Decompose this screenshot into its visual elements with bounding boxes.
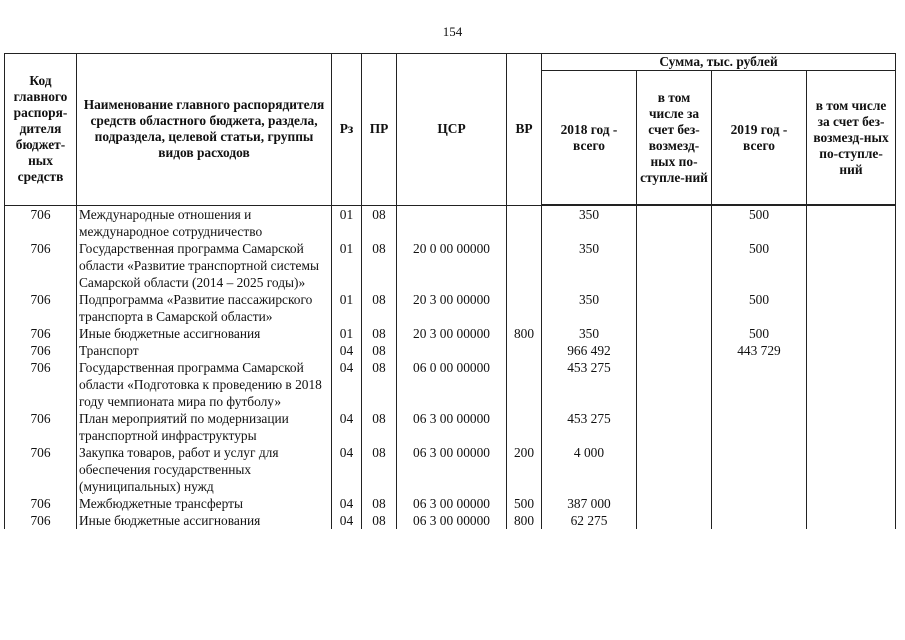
cell-rz: 01: [332, 205, 362, 240]
cell-csr: [397, 205, 507, 240]
header-name: Наименование главного распорядителя средств областного бюджета, раздела, подраздела, целевой статьи, группы видов расходов: [77, 54, 332, 206]
cell-csr: 06 0 00 00000: [397, 359, 507, 410]
table-row: [5, 291, 896, 325]
cell-pr: 08: [362, 240, 397, 291]
table-row: [5, 342, 896, 359]
cell-2019-total: [712, 410, 807, 444]
cell-pr: 08: [362, 410, 397, 444]
header-csr: ЦСР: [397, 54, 507, 206]
cell-2018-total: 350: [542, 240, 637, 291]
table-row: [5, 495, 896, 512]
cell-2018-incl: [637, 512, 712, 529]
cell-code: 706: [5, 342, 77, 359]
cell-csr: 06 3 00 00000: [397, 410, 507, 444]
cell-pr: 08: [362, 495, 397, 512]
cell-2019-total: 500: [712, 240, 807, 291]
cell-2018-incl: [637, 325, 712, 342]
cell-2019-incl: [807, 240, 896, 291]
cell-2019-incl: [807, 291, 896, 325]
cell-name: Межбюджетные трансферты: [77, 495, 332, 512]
header-2018-incl: в том числе за счет без-возмезд-ных по-ступле-ний: [637, 71, 712, 206]
cell-vr: [507, 205, 542, 240]
cell-2018-total: 62 275: [542, 512, 637, 529]
cell-2018-incl: [637, 444, 712, 495]
cell-name: Иные бюджетные ассигнования: [77, 512, 332, 529]
cell-rz: 04: [332, 359, 362, 410]
cell-name: Государственная программа Самарской области «Развитие транспортной системы Самарской области (2014 – 2025 годы)»: [77, 240, 332, 291]
cell-rz: 04: [332, 444, 362, 495]
cell-vr: [507, 342, 542, 359]
cell-2018-incl: [637, 342, 712, 359]
cell-csr: 06 3 00 00000: [397, 512, 507, 529]
cell-2018-incl: [637, 291, 712, 325]
cell-rz: 04: [332, 342, 362, 359]
header-vr: ВР: [507, 54, 542, 206]
cell-name: Иные бюджетные ассигнования: [77, 325, 332, 342]
cell-2019-incl: [807, 410, 896, 444]
cell-name: Транспорт: [77, 342, 332, 359]
cell-csr: 20 3 00 00000: [397, 291, 507, 325]
cell-2019-incl: [807, 495, 896, 512]
table-row: [5, 410, 896, 444]
cell-2018-total: 966 492: [542, 342, 637, 359]
cell-name: Подпрограмма «Развитие пассажирского транспорта в Самарской области»: [77, 291, 332, 325]
table-header: [5, 54, 896, 206]
cell-2018-total: 350: [542, 325, 637, 342]
cell-2018-incl: [637, 240, 712, 291]
cell-vr: [507, 240, 542, 291]
cell-vr: [507, 359, 542, 410]
cell-code: 706: [5, 512, 77, 529]
cell-rz: 04: [332, 495, 362, 512]
cell-2018-total: 350: [542, 291, 637, 325]
header-code: Код главного распоря-дителя бюджет-ных средств: [5, 54, 77, 206]
header-2019-total: 2019 год - всего: [712, 71, 807, 206]
cell-2019-total: [712, 512, 807, 529]
table-row: [5, 205, 896, 240]
table-body: [5, 205, 896, 529]
cell-rz: 04: [332, 512, 362, 529]
table-row: [5, 359, 896, 410]
cell-name: Международные отношения и международное сотрудничество: [77, 205, 332, 240]
table-row: [5, 512, 896, 529]
cell-name: Государственная программа Самарской области «Подготовка к проведению в 2018 году чемпионата мира по футболу»: [77, 359, 332, 410]
cell-name: Закупка товаров, работ и услуг для обеспечения государственных (муниципальных) нужд: [77, 444, 332, 495]
cell-2018-total: 387 000: [542, 495, 637, 512]
table-row: [5, 444, 896, 495]
cell-2019-total: 500: [712, 205, 807, 240]
cell-2019-incl: [807, 359, 896, 410]
cell-pr: 08: [362, 291, 397, 325]
cell-2019-total: [712, 359, 807, 410]
cell-pr: 08: [362, 342, 397, 359]
budget-table: [4, 53, 896, 529]
cell-2018-total: 4 000: [542, 444, 637, 495]
cell-code: 706: [5, 325, 77, 342]
cell-code: 706: [5, 240, 77, 291]
cell-rz: 01: [332, 240, 362, 291]
cell-2018-total: 453 275: [542, 359, 637, 410]
header-2018-total: 2018 год - всего: [542, 71, 637, 206]
cell-vr: [507, 291, 542, 325]
cell-2018-incl: [637, 495, 712, 512]
cell-2019-total: [712, 495, 807, 512]
cell-vr: 800: [507, 325, 542, 342]
cell-2019-total: 443 729: [712, 342, 807, 359]
cell-pr: 08: [362, 325, 397, 342]
cell-2019-incl: [807, 205, 896, 240]
cell-rz: 01: [332, 325, 362, 342]
cell-vr: 800: [507, 512, 542, 529]
cell-2019-incl: [807, 444, 896, 495]
header-pr: ПР: [362, 54, 397, 206]
cell-csr: 06 3 00 00000: [397, 495, 507, 512]
cell-2019-total: 500: [712, 291, 807, 325]
cell-code: 706: [5, 205, 77, 240]
cell-pr: 08: [362, 512, 397, 529]
cell-2018-total: 453 275: [542, 410, 637, 444]
cell-csr: [397, 342, 507, 359]
table-row: [5, 240, 896, 291]
cell-pr: 08: [362, 205, 397, 240]
cell-2019-total: 500: [712, 325, 807, 342]
cell-rz: 01: [332, 291, 362, 325]
cell-code: 706: [5, 359, 77, 410]
cell-code: 706: [5, 495, 77, 512]
cell-2019-incl: [807, 512, 896, 529]
cell-pr: 08: [362, 359, 397, 410]
cell-rz: 04: [332, 410, 362, 444]
header-2019-incl: в том числе за счет без-возмезд-ных по-ступле-ний: [807, 71, 896, 206]
page-number: 154: [442, 24, 463, 39]
cell-2019-incl: [807, 342, 896, 359]
cell-2018-incl: [637, 410, 712, 444]
cell-code: 706: [5, 410, 77, 444]
cell-csr: 06 3 00 00000: [397, 444, 507, 495]
cell-name: План мероприятий по модернизации транспортной инфраструктуры: [77, 410, 332, 444]
cell-csr: 20 3 00 00000: [397, 325, 507, 342]
header-sum-group: Сумма, тыс. рублей: [542, 54, 896, 71]
cell-2018-incl: [637, 205, 712, 240]
cell-code: 706: [5, 444, 77, 495]
cell-vr: [507, 410, 542, 444]
header-rz: Рз: [332, 54, 362, 206]
cell-2018-total: 350: [542, 205, 637, 240]
cell-vr: 500: [507, 495, 542, 512]
cell-code: 706: [5, 291, 77, 325]
cell-pr: 08: [362, 444, 397, 495]
cell-csr: 20 0 00 00000: [397, 240, 507, 291]
table-row: [5, 325, 896, 342]
cell-vr: 200: [507, 444, 542, 495]
cell-2019-total: [712, 444, 807, 495]
cell-2019-incl: [807, 325, 896, 342]
cell-2018-incl: [637, 359, 712, 410]
